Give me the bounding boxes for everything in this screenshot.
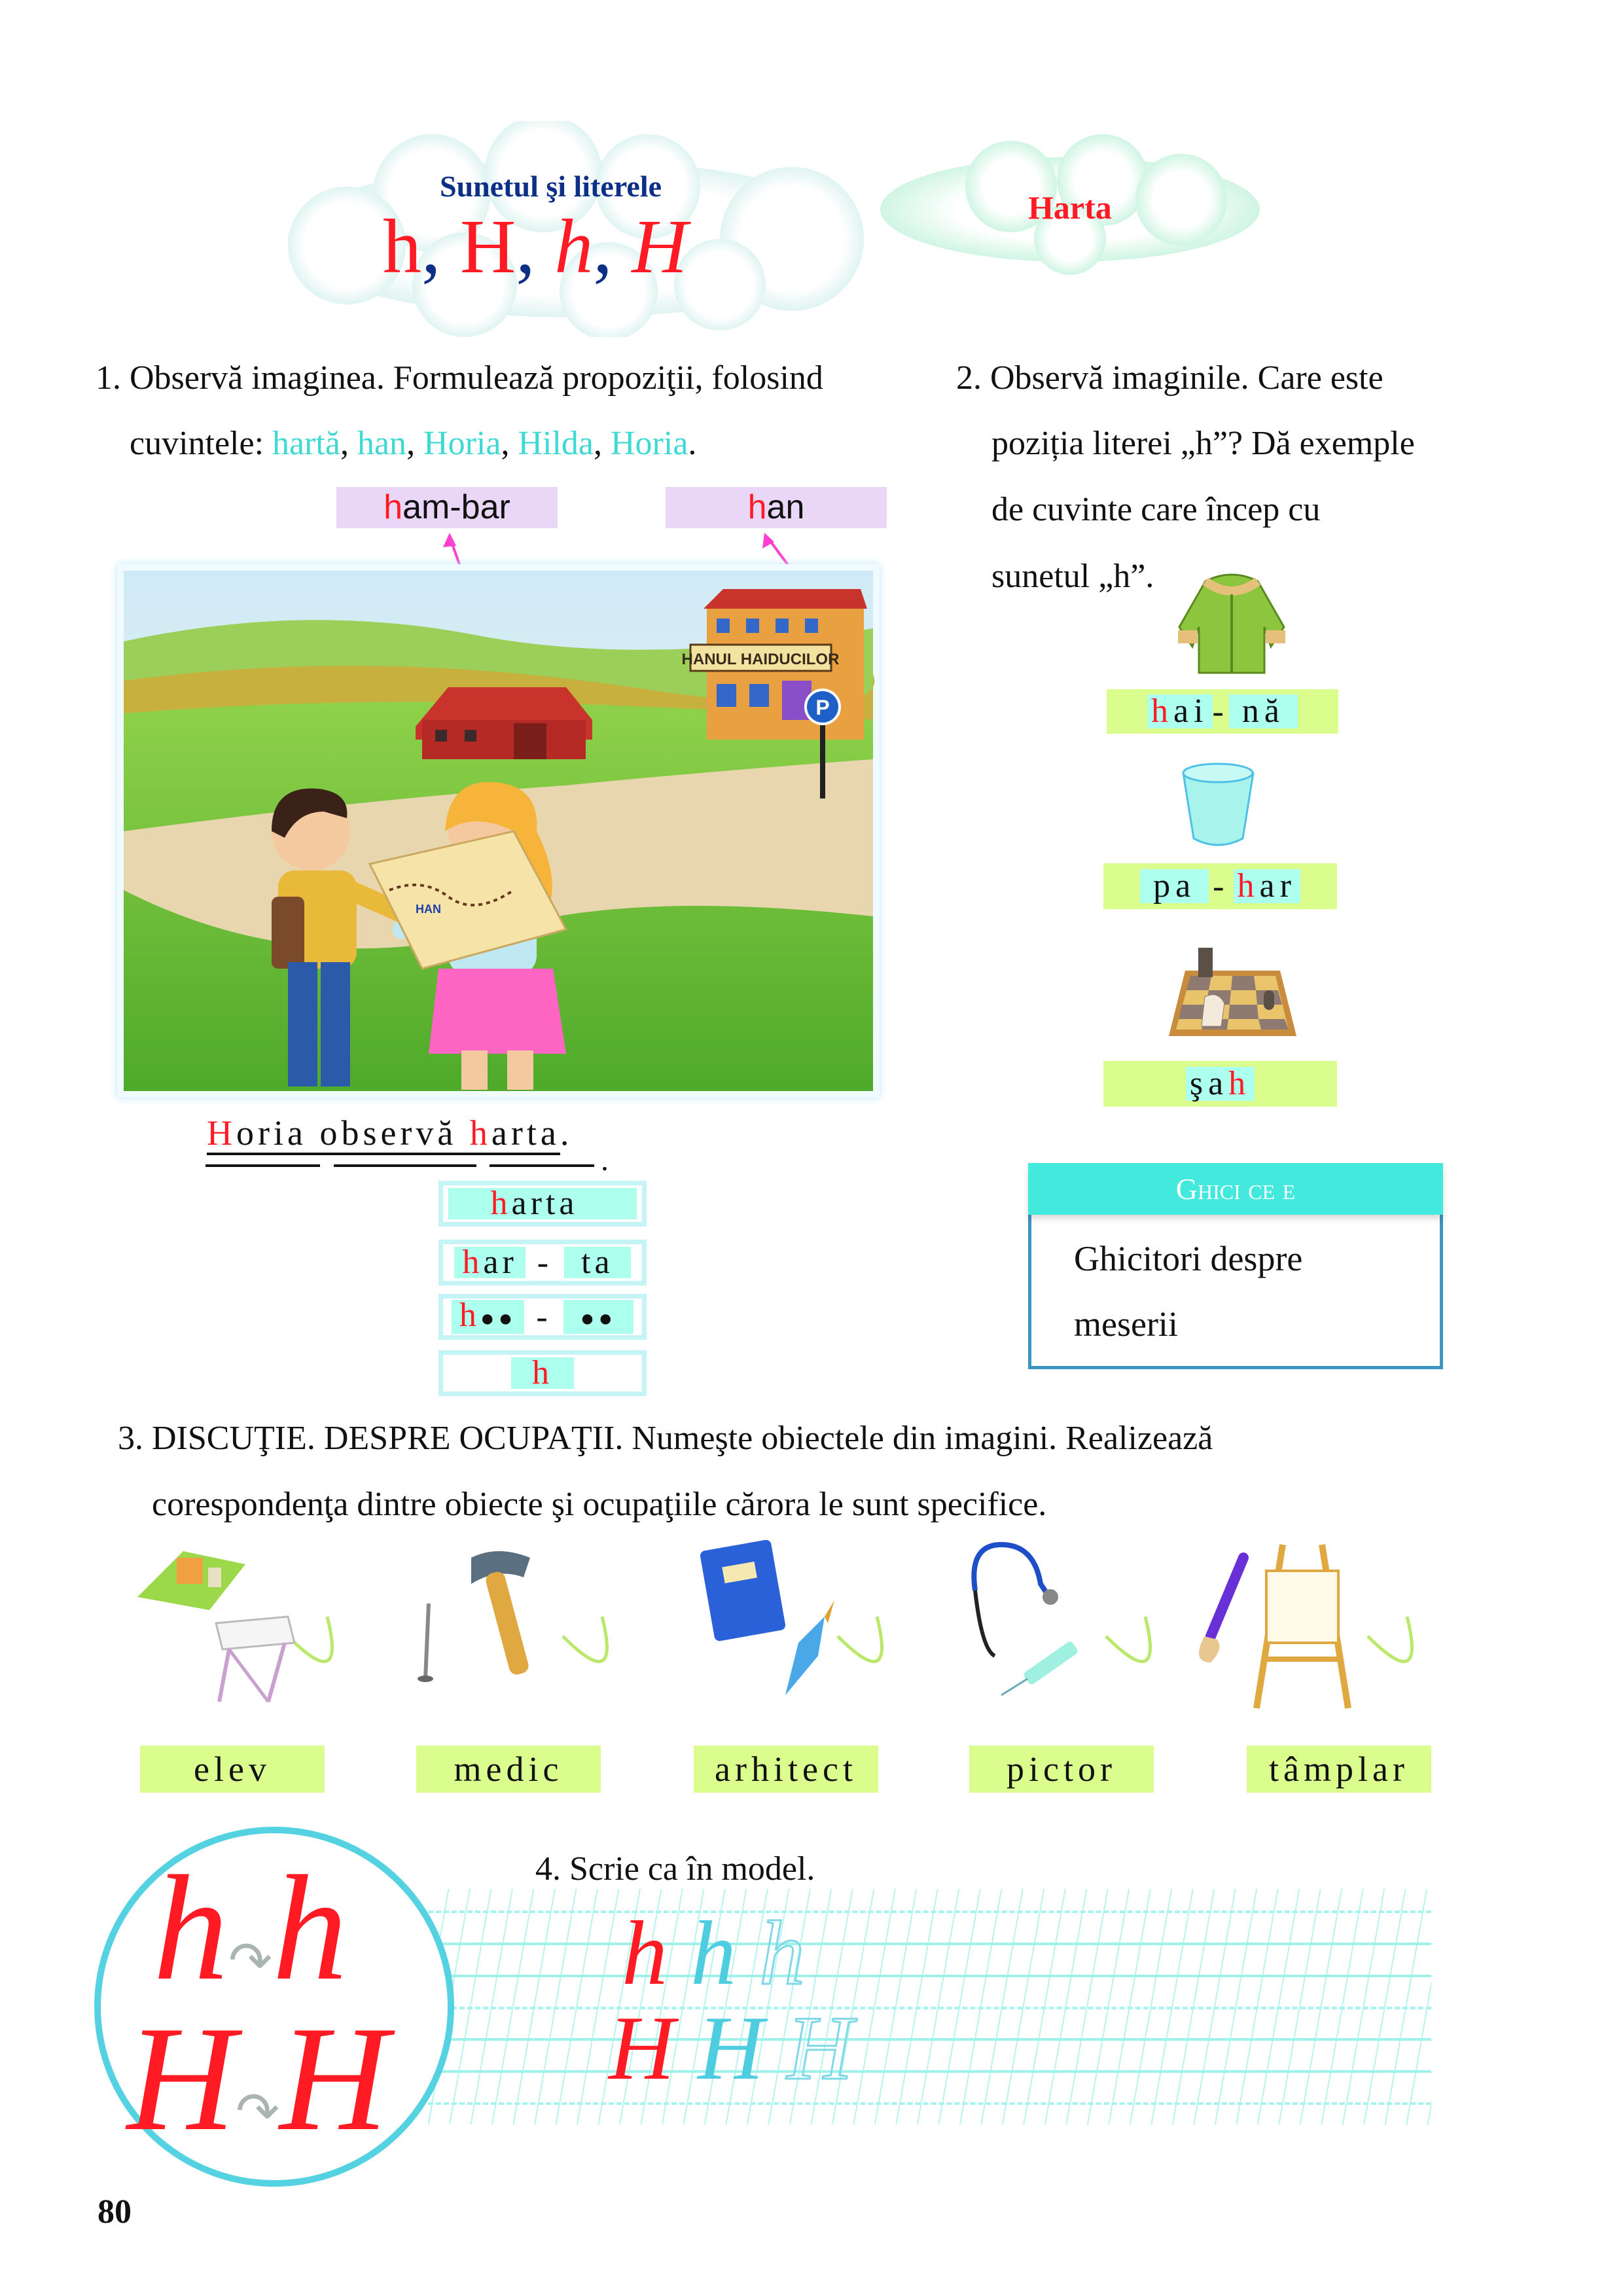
grid-line	[428, 1910, 1431, 1913]
occupation-label: pictor	[969, 1746, 1154, 1793]
arrow-head	[443, 533, 456, 547]
ex1-prompt: 1. Observă imaginea. Formulează propoziţii, folosind	[96, 359, 823, 397]
page-number: 80	[98, 2193, 132, 2231]
scene-illustration	[108, 524, 887, 1106]
word: hartă	[272, 425, 340, 462]
sep: ,	[340, 425, 349, 462]
ex2-prompt-line: 2. Observă imaginile. Care este	[956, 359, 1383, 397]
writing-row-2	[609, 1998, 853, 2099]
chess-image	[1166, 944, 1300, 1046]
end: .	[688, 425, 697, 462]
writing-row-1	[622, 1903, 805, 2004]
riddle-box	[1028, 1163, 1443, 1369]
label-rest: am-bar	[402, 488, 510, 526]
red-h: h	[1228, 1065, 1251, 1102]
letter-h-cursive-upper: H	[632, 204, 688, 289]
red-h: h	[1151, 692, 1174, 730]
model-letter-h: h	[153, 1844, 228, 2011]
hammer-nail-icon	[418, 1551, 530, 1682]
trace-letter: H	[698, 1998, 764, 2099]
word: Hilda	[518, 425, 594, 462]
ex2-prompt-line: de cuvinte care încep cu	[991, 491, 1321, 528]
occupation-label: medic	[416, 1746, 601, 1793]
syllable-text: pa	[1153, 867, 1196, 905]
model-letter-H: H	[127, 1995, 236, 2162]
occupation-label: arhitect	[694, 1746, 878, 1793]
brush-easel-icon	[1199, 1545, 1348, 1708]
occupation-label: tâmplar	[1247, 1746, 1431, 1793]
lesson-letters	[383, 204, 688, 289]
model-letter: H	[609, 1998, 675, 2099]
syllable-text: arta	[511, 1185, 579, 1222]
letter-h-cursive-lower: h	[554, 204, 594, 289]
ex1-words-line	[130, 427, 696, 461]
dash: -	[1212, 692, 1229, 730]
red-h: h	[462, 1244, 484, 1281]
grid-line	[428, 2007, 1431, 2009]
barn	[416, 687, 592, 759]
red-h: h	[383, 488, 403, 526]
sep: ,	[406, 425, 416, 462]
letter-h-print-upper: H	[460, 204, 516, 289]
syllable-text: şa	[1189, 1065, 1229, 1102]
ex3-prompt-line: 3. DISCUŢIE. DESPRE OCUPAŢII. Numeşte obiectele din imagini. Realizează	[118, 1420, 1213, 1457]
sep: ,	[594, 425, 602, 462]
label-rest: an	[766, 488, 805, 526]
riddle-title: Ghici ce e	[1175, 1172, 1296, 1206]
grid-line	[428, 2038, 1431, 2041]
glass-image	[1181, 760, 1256, 848]
lesson-subtitle: Sunetul şi literele	[440, 170, 662, 203]
ex3-prompt-line: corespondenţa dintre obiecte şi ocupaţiile cărora le sunt specifice.	[152, 1486, 1047, 1523]
red-h: h	[532, 1354, 553, 1391]
model-letter: h	[622, 1903, 668, 2004]
words-intro: cuvintele:	[130, 425, 264, 462]
sep: ,	[501, 425, 510, 462]
syllable-box-word	[438, 1181, 647, 1227]
gray-arrow-icon: ↷	[236, 2083, 280, 2141]
word-bar-sah	[1103, 1061, 1337, 1107]
syllable-box-dots	[438, 1294, 647, 1340]
word: Horia	[423, 425, 501, 462]
red-h: h	[459, 1297, 480, 1334]
grid-line	[428, 1975, 1431, 1977]
label-ham-bar	[336, 487, 558, 528]
syllable-text: nă	[1241, 692, 1285, 730]
letter-h-print-lower: h	[383, 204, 421, 289]
word: Horia	[611, 425, 688, 462]
word-bar-haina	[1107, 689, 1338, 734]
blank-line[interactable]	[490, 1164, 594, 1167]
model-letter-H-arrows: H	[279, 1995, 389, 2162]
map-label: HAN	[416, 903, 441, 916]
blank-line[interactable]	[334, 1164, 476, 1167]
riddle-header	[1028, 1163, 1443, 1215]
sample-sentence	[207, 1113, 573, 1153]
ex4-prompt: 4. Scrie ca în model.	[535, 1850, 815, 1888]
dash: -	[537, 1244, 553, 1282]
grid-line	[428, 1943, 1431, 1945]
word-bar-pahar	[1103, 863, 1337, 909]
dotted-letter[interactable]: H	[787, 1998, 853, 2099]
syllable-text: ta	[581, 1244, 614, 1281]
sound-dots: ●●	[580, 1305, 617, 1331]
sound-dots: ●●	[480, 1305, 517, 1331]
occupation-label: elev	[140, 1746, 325, 1793]
dash: -	[536, 1298, 552, 1336]
parking-sign: P	[815, 696, 830, 719]
comma: ,	[593, 204, 613, 289]
jacket-image	[1173, 568, 1291, 679]
blank-period: .	[601, 1143, 609, 1177]
riddle-line: meserii	[1074, 1304, 1178, 1344]
syllable-text: ai	[1173, 692, 1209, 730]
ex2-prompt-line: poziția literei „h”? Dă exemple	[991, 425, 1415, 462]
stethoscope-syringe-icon	[974, 1545, 1079, 1695]
comma: ,	[516, 204, 535, 289]
grid-line	[428, 2102, 1431, 2105]
syllable-text: ar	[1259, 867, 1296, 905]
word: han	[357, 425, 407, 462]
occupation-objects	[131, 1532, 1466, 1734]
blank-line[interactable]	[205, 1164, 320, 1167]
syllable-text: ar	[483, 1244, 518, 1281]
model-letter-h-arrows: h	[272, 1844, 348, 2011]
comma: ,	[421, 204, 441, 289]
word: observă	[319, 1113, 457, 1153]
syllable-box-sound	[438, 1350, 647, 1396]
red-h: h	[1237, 867, 1260, 905]
red-h: h	[469, 1113, 491, 1153]
dotted-letter[interactable]: h	[759, 1903, 805, 2004]
gray-arrow-icon: ↷	[228, 1933, 273, 1990]
inn-sign: HANUL HAIDUCILOR	[681, 651, 840, 668]
riddle-line: Ghicitori despre	[1074, 1239, 1303, 1278]
letter-model-circle	[94, 1827, 454, 2187]
notebook-pen-icon	[700, 1539, 834, 1695]
grid-line	[428, 2070, 1431, 2073]
label-han	[666, 487, 887, 528]
dash: -	[1213, 867, 1230, 905]
red-h: h	[747, 488, 767, 526]
word-rest: oria	[236, 1113, 307, 1153]
lesson-title: Harta	[1028, 189, 1112, 226]
syllable-box-split	[438, 1240, 647, 1285]
red-h: h	[490, 1185, 512, 1222]
word-rest: arta	[491, 1113, 560, 1153]
trace-letter: h	[690, 1903, 736, 2004]
red-h: H	[207, 1113, 236, 1153]
ex2-prompt-line: sunetul „h”.	[991, 558, 1154, 595]
period: .	[560, 1113, 573, 1153]
map-drafting-table-icon	[137, 1551, 294, 1702]
